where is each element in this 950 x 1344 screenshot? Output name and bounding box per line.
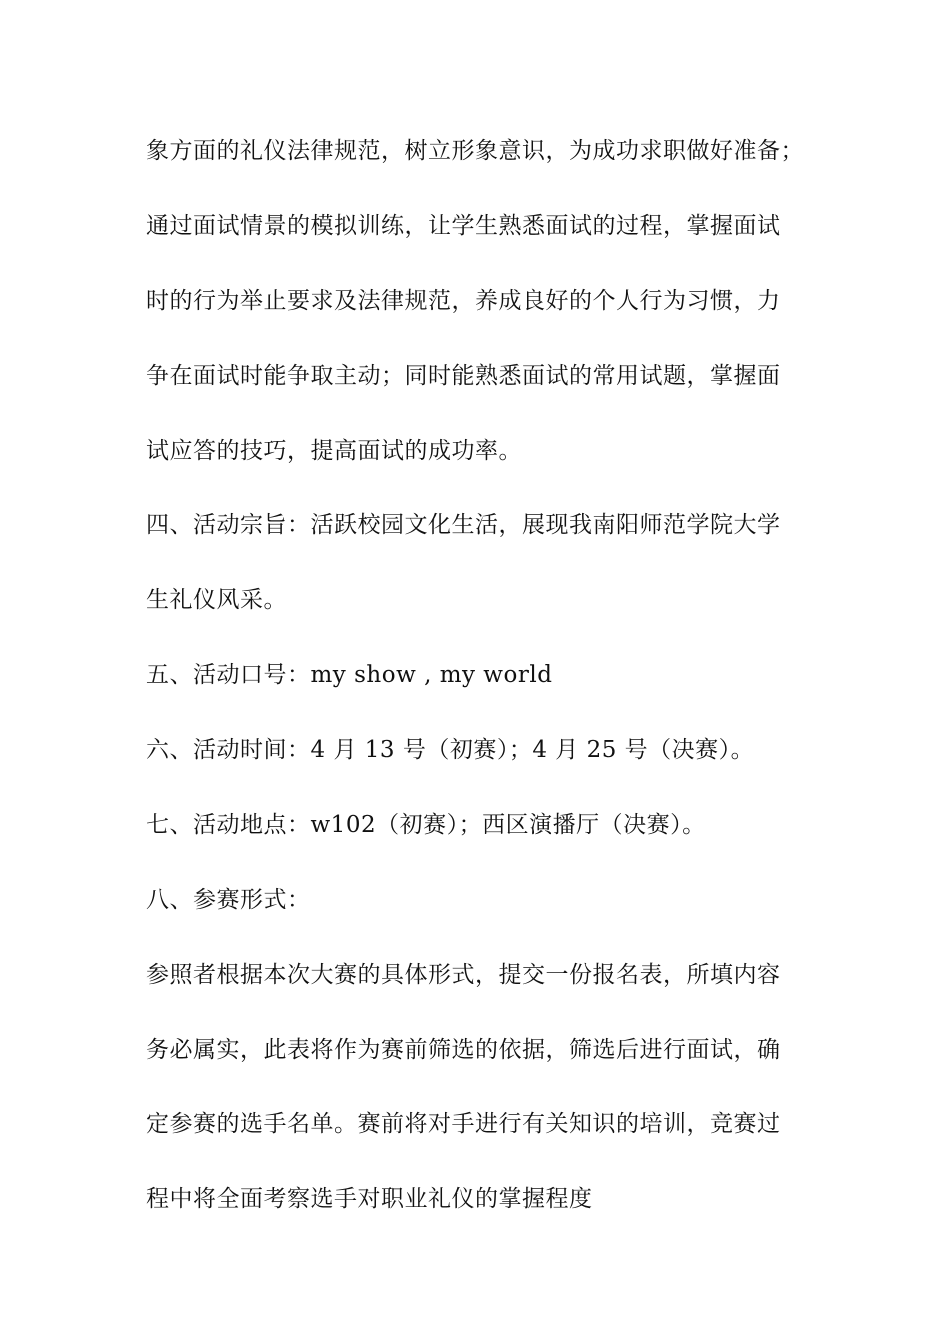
text-line: 生礼仪风采。 [146, 587, 287, 613]
section-heading-purpose: 四、活动宗旨：活跃校园文化生活，展现我南阳师范学院大学 [146, 512, 781, 538]
text-line: 时的行为举止要求及法律规范，养成良好的个人行为习惯，力 [146, 288, 781, 314]
section-heading-slogan: 五、活动口号：my show , my world [146, 662, 553, 688]
text-line: 定参赛的选手名单。赛前将对手进行有关知识的培训，竞赛过 [146, 1111, 781, 1137]
section-heading-format: 八、参赛形式： [146, 887, 311, 913]
text-line: 争在面试时能争取主动；同时能熟悉面试的常用试题，掌握面 [146, 363, 781, 389]
text-line: 务必属实，此表将作为赛前筛选的依据，筛选后进行面试，确 [146, 1037, 781, 1063]
text-line: 通过面试情景的模拟训练，让学生熟悉面试的过程，掌握面试 [146, 213, 781, 239]
section-heading-location: 七、活动地点：w102（初赛）；西区演播厅（决赛）。 [146, 812, 706, 838]
section-heading-time: 六、活动时间：4 月 13 号（初赛）；4 月 25 号（决赛）。 [146, 737, 755, 763]
text-line: 象方面的礼仪法律规范，树立形象意识，为成功求职做好准备； [146, 138, 804, 164]
text-line: 程中将全面考察选手对职业礼仪的掌握程度 [146, 1186, 593, 1212]
text-line: 试应答的技巧，提高面试的成功率。 [146, 438, 522, 464]
text-line: 参照者根据本次大赛的具体形式，提交一份报名表，所填内容 [146, 962, 781, 988]
